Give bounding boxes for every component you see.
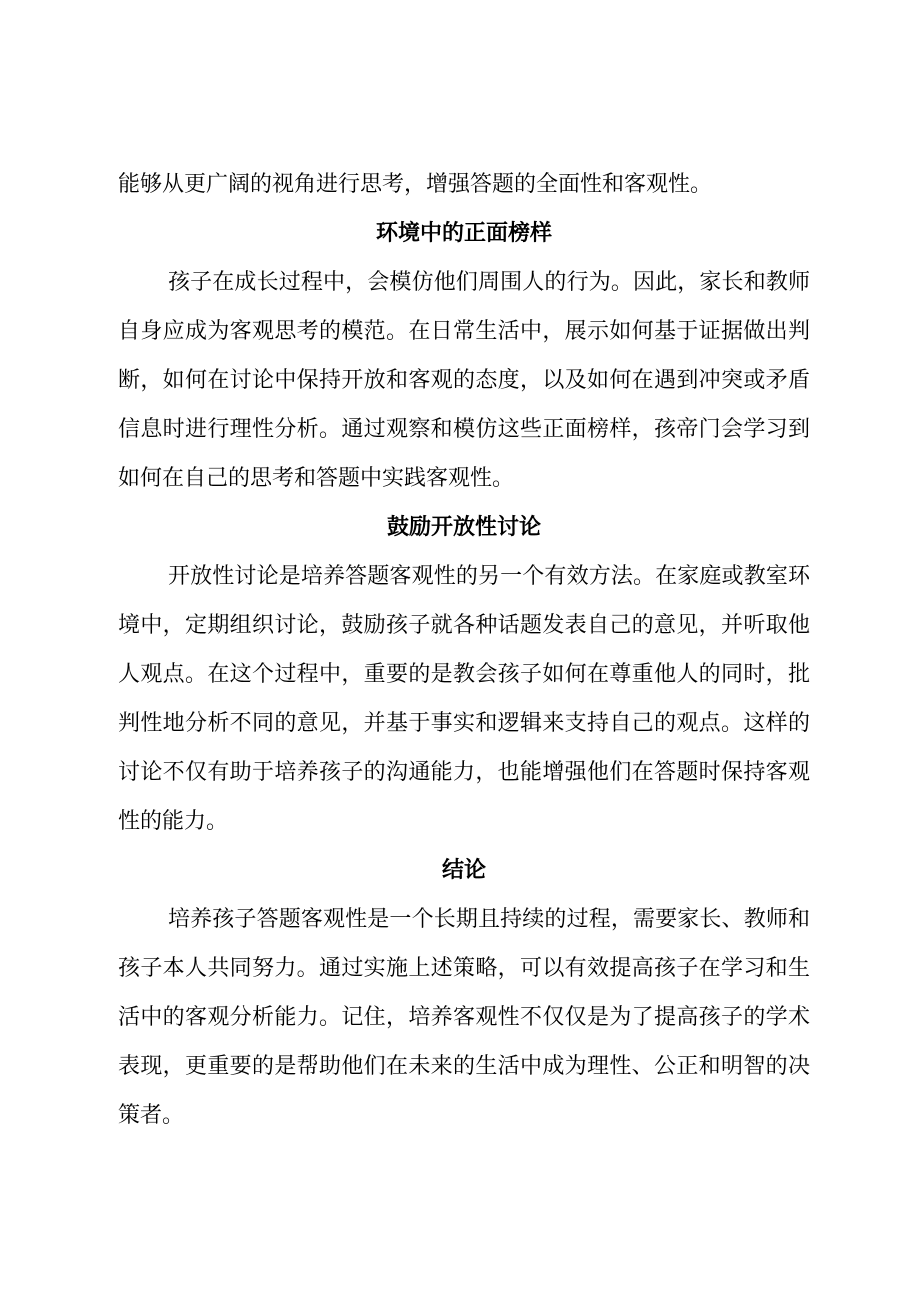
section-heading-role-models: 环境中的正面榜样 (375, 221, 552, 246)
section-paragraph-role-models: 孩子在成长过程中，会模仿他们周围人的行为。因此，家长和教师自身应成为客观思考的模范。在日常生活中，展示如何基于证据做出判断，如何在讨论中保持开放和客观的态度，以及如何在遇到冲突或矛盾信息时进行理性分析。通过观察和模仿这些正面榜样，孩帝门会学习到如何在自己的思考和答题中实践客观性。 (118, 270, 810, 491)
section-heading-conclusion: 结论 (441, 858, 486, 883)
document-page (118, 160, 810, 1140)
section-heading-open-discussion: 鼓励开放性讨论 (386, 515, 541, 540)
section-paragraph-open-discussion: 开放性讨论是培养答题客观性的另一个有效方法。在家庭或教室环境中，定期组织讨论，鼓励孩子就各种话题发表自己的意见，并听取他人观点。在这个过程中，重要的是教会孩子如何在尊重他人的同时，批判性地分析不同的意见，并基于事实和逻辑来支持自己的观点。这样的讨论不仅有助于培养孩子的沟通能力，也能增强他们在答题时保持客观性的能力。 (118, 564, 810, 834)
section-paragraph-conclusion: 培养孩子答题客观性是一个长期且持续的过程，需要家长、教师和孩子本人共同努力。通过实施上述策略，可以有效提高孩子在学习和生活中的客观分析能力。记住，培养客观性不仅仅是为了提高孩子的学术表现，更重要的是帮助他们在未来的生活中成为理性、公正和明智的决策者。 (118, 907, 810, 1128)
intro-fragment: 能够从更广阔的视角进行思考，增强答题的全面性和客观性。 (118, 172, 713, 197)
